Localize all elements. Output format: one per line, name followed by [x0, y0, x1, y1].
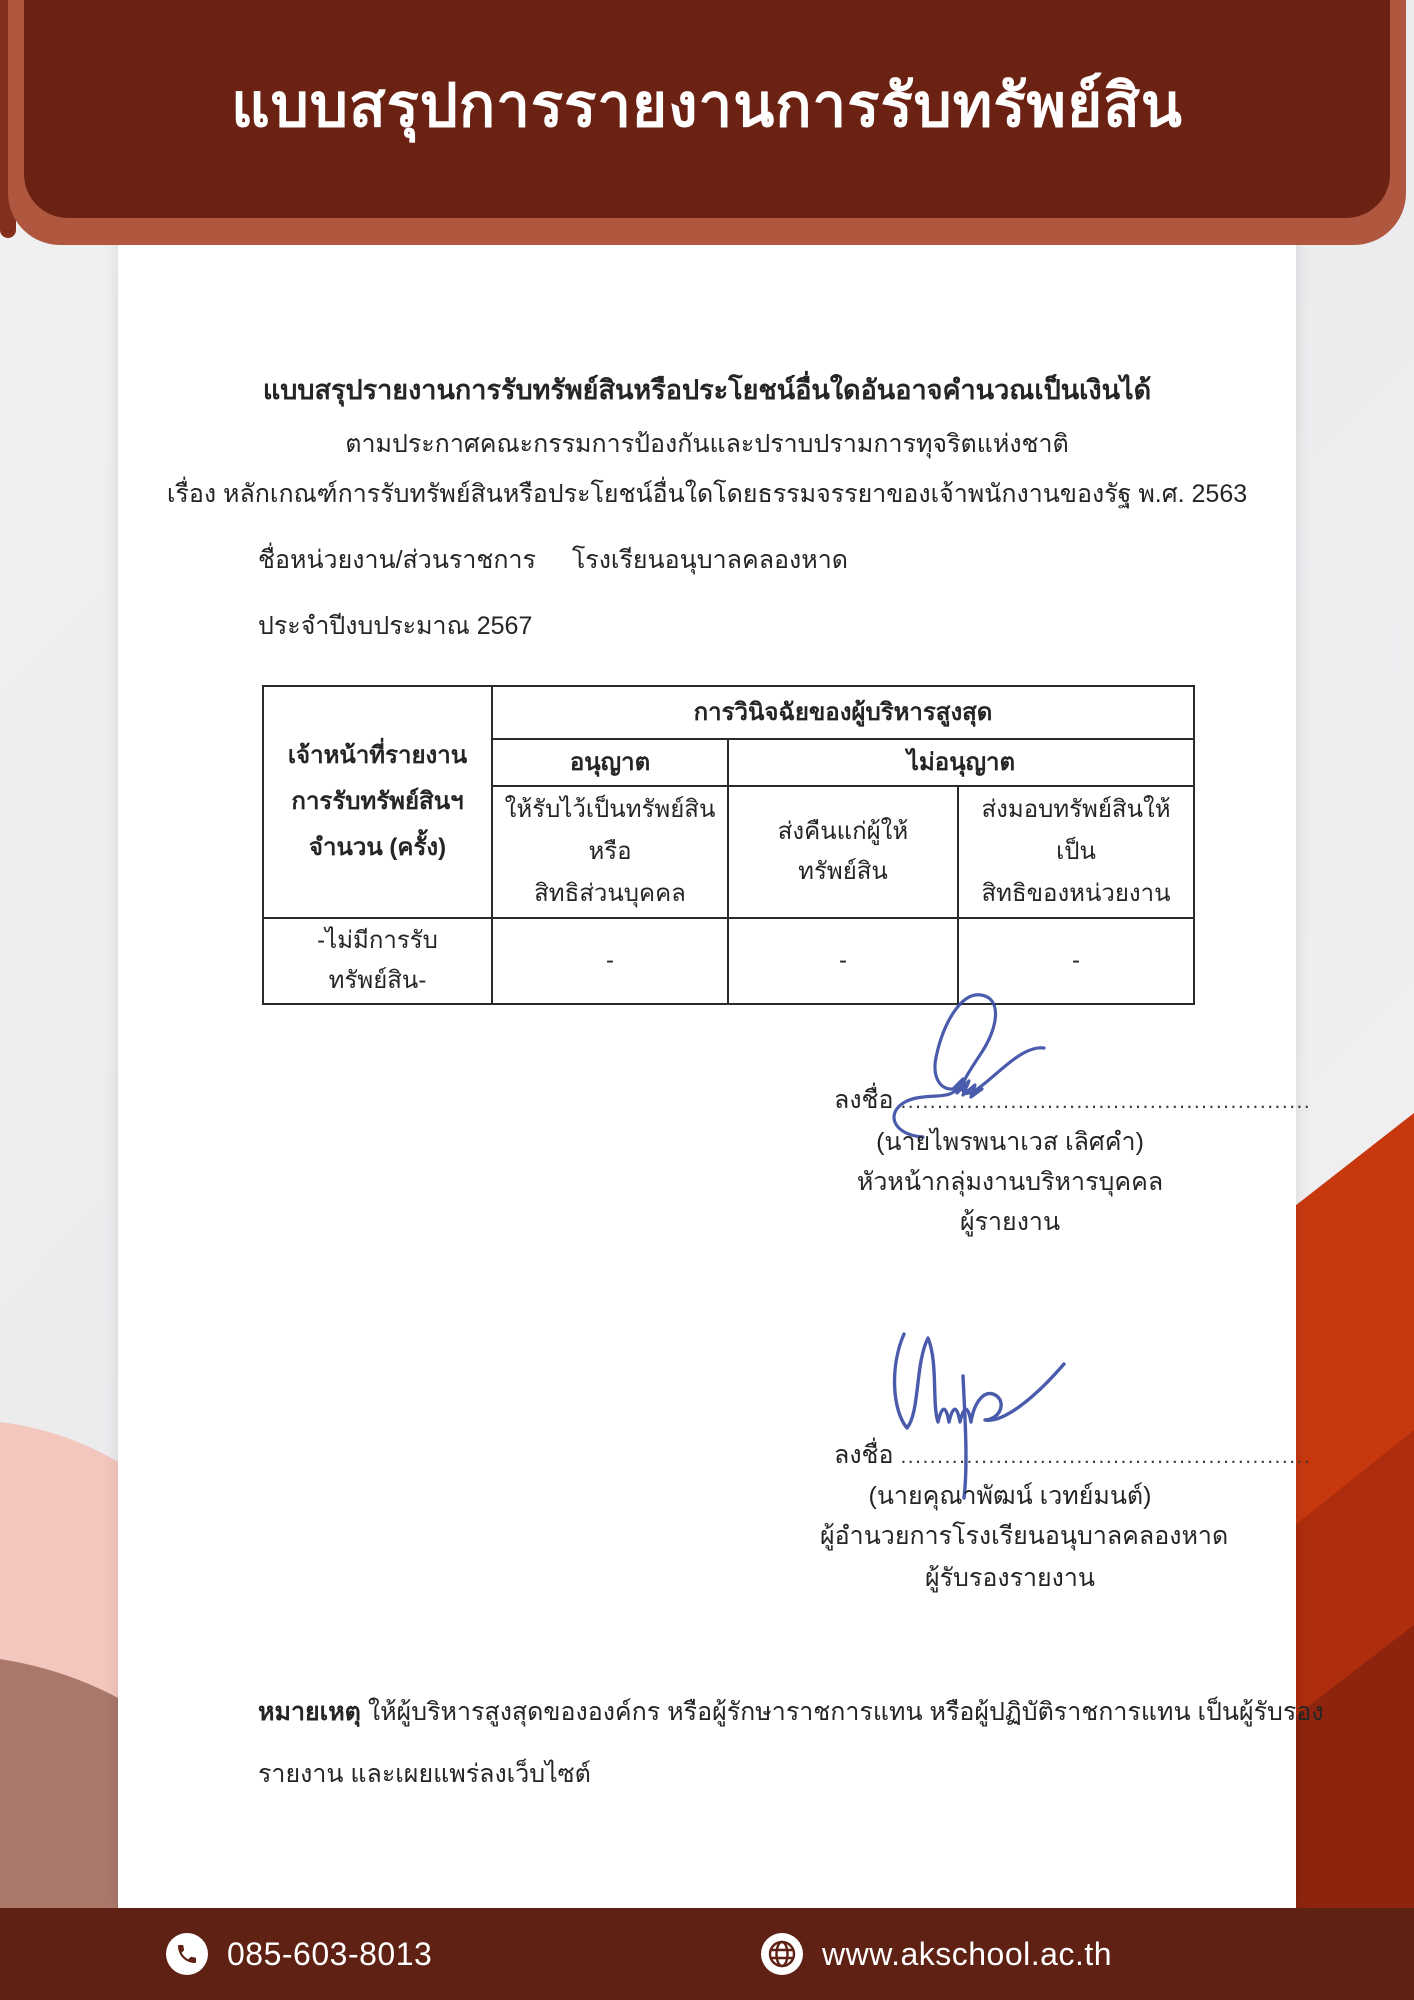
note-line-1	[258, 1692, 1324, 1732]
note-label: หมายเหตุ	[258, 1698, 361, 1726]
agency-value: โรงเรียนอนุบาลคลองหาด	[571, 546, 848, 574]
cell-subheader-keep: ให้รับไว้เป็นทรัพย์สินหรือ สิทธิส่วนบุคคล	[492, 786, 728, 918]
signature-2-name: (นายคุณาพัฒน์ เวทย์มนต์)	[868, 1482, 1152, 1510]
footer-phone-group	[165, 1930, 432, 1978]
cell-data-transfer: -	[958, 918, 1194, 1004]
cell-subheader-transfer: ส่งมอบทรัพย์สินให้เป็น สิทธิของหน่วยงาน	[958, 786, 1194, 918]
signature-1-sign-label: ลงชื่อ	[834, 1086, 894, 1114]
cell-data-return: -	[728, 918, 958, 1004]
cell-reporter-header: เจ้าหน้าที่รายงาน การรับทรัพย์สินฯ จำนวน (ครั้ง)	[263, 686, 492, 918]
globe-icon	[760, 1932, 804, 1976]
signature-2-dotted-line: ........................................................	[900, 1445, 1312, 1468]
signature-2-line	[834, 1435, 1311, 1475]
document-title: แบบสรุปรายงานการรับทรัพย์สินหรือประโยชน์อื่นใดอันอาจคำนวณเป็นเงินได้	[262, 375, 1152, 405]
document-subtitle-2: เรื่อง หลักเกณฑ์การรับทรัพย์สินหรือประโยชน์อื่นใดโดยธรรมจรรยาของเจ้าพนักงานของรัฐ พ.ศ. 2563	[166, 480, 1248, 508]
phone-icon	[165, 1932, 209, 1976]
signature-1-image	[865, 985, 1075, 1145]
agency-label: ชื่อหน่วยงาน/ส่วนราชการ	[258, 546, 536, 574]
footer-website-url[interactable]: www.akschool.ac.th	[822, 1935, 1113, 1972]
signature-2-role: ผู้อำนวยการโรงเรียนอนุบาลคลองหาด	[820, 1522, 1229, 1550]
document-subtitle-1: ตามประกาศคณะกรรมการป้องกันและปราบปรามการทุจริตแห่งชาติ	[345, 430, 1069, 458]
banner-title: แบบสรุปการรายงานการรับทรัพย์สิน	[231, 72, 1183, 139]
footer-phone-number[interactable]: 085-603-8013	[227, 1935, 433, 1972]
signature-2-capacity: ผู้รับรองรายงาน	[924, 1564, 1096, 1592]
agency-line	[258, 540, 848, 580]
signature-1-role: หัวหน้ากลุ่มงานบริหารบุคคล	[856, 1168, 1164, 1196]
signature-1-name: (นายไพรพนาเวส เลิศคำ)	[876, 1128, 1144, 1156]
cell-allow-header: อนุญาต	[492, 739, 728, 786]
signature-1-line	[834, 1080, 1311, 1120]
fiscal-year-line: ประจำปีงบประมาณ 2567	[258, 612, 533, 640]
cell-data-count: -ไม่มีการรับทรัพย์สิน-	[263, 918, 492, 1004]
cell-decision-header: การวินิจฉัยของผู้บริหารสูงสุด	[492, 686, 1194, 739]
signature-1-dotted-line: ........................................................	[900, 1090, 1312, 1113]
note-line-2: รายงาน และเผยแพร่ลงเว็บไซต์	[258, 1760, 591, 1788]
cell-disallow-header: ไม่อนุญาต	[728, 739, 1194, 786]
signature-1-capacity: ผู้รายงาน	[959, 1208, 1061, 1236]
note-text-1: ให้ผู้บริหารสูงสุดขององค์กร หรือผู้รักษาราชการแทน หรือผู้ปฏิบัติราชการแทน เป็นผู้รับรอง	[367, 1698, 1324, 1726]
cell-subheader-return: ส่งคืนแก่ผู้ให้ทรัพย์สิน	[728, 786, 958, 918]
footer-website-group	[760, 1930, 1112, 1978]
report-table	[262, 685, 1195, 1005]
table-row-decision-header	[263, 686, 1194, 739]
signature-2-sign-label: ลงชื่อ	[834, 1441, 894, 1469]
cell-data-keep: -	[492, 918, 728, 1004]
